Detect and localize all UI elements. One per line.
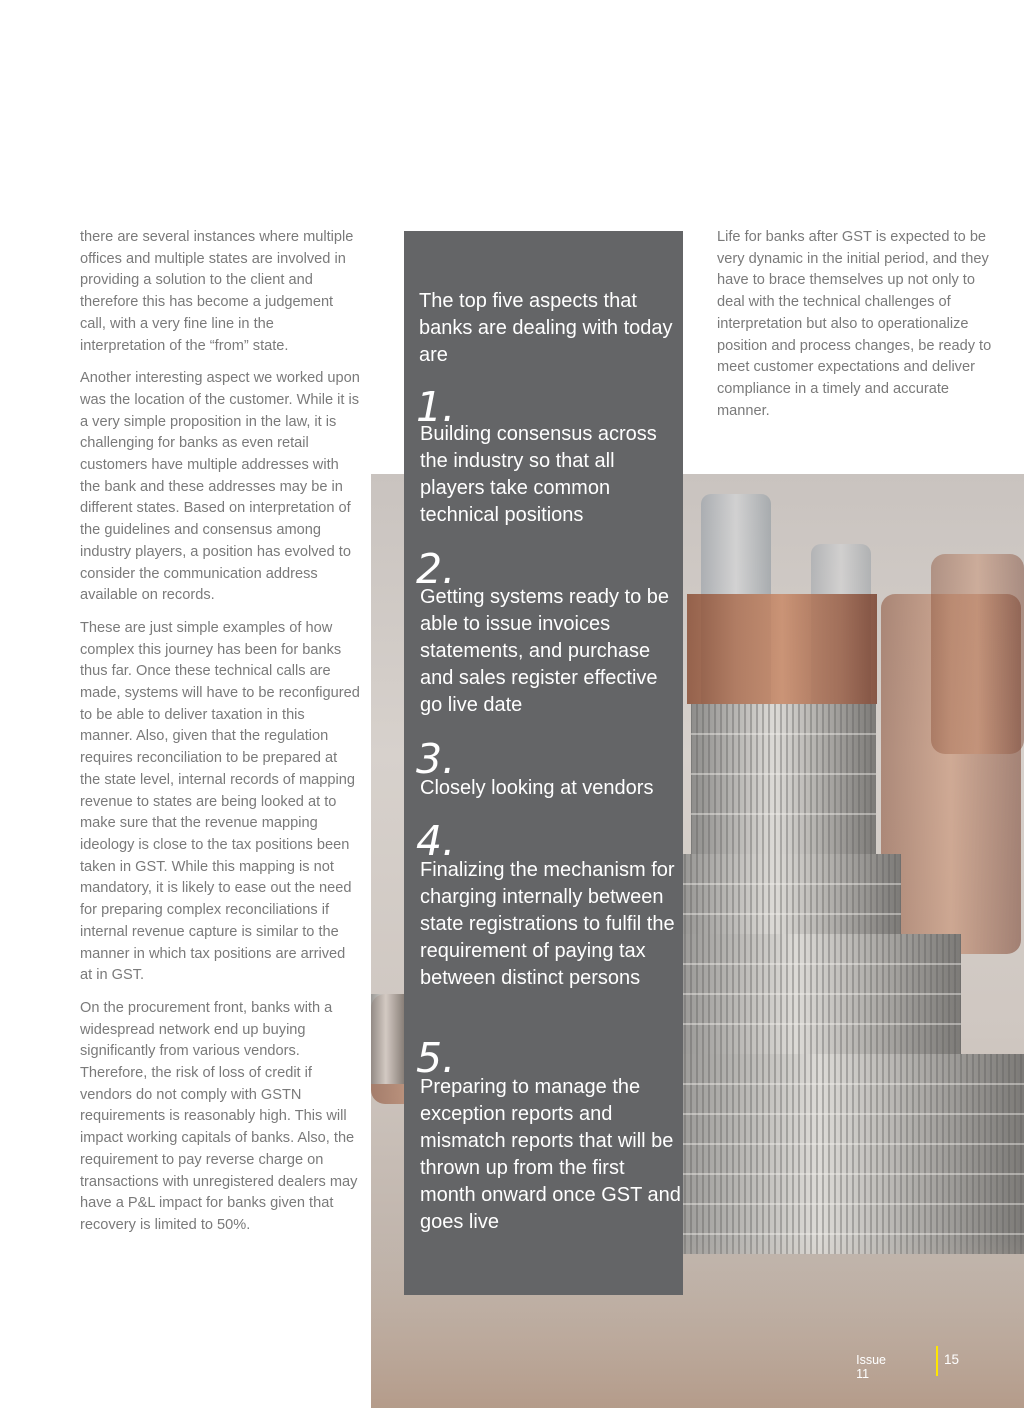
item-number: 4. — [416, 817, 456, 865]
paragraph: Life for banks after GST is expected to be very dynamic in the initial period, and they have to brace themselves up not only to deal with the technical challenges of interpretation but also to operationalize position and process changes, be ready to meet customer expectations and deliver compliance in a timely and accurate manner. — [717, 229, 992, 419]
left-text-column — [80, 227, 360, 1248]
issue-label: Issue 11 — [856, 1353, 886, 1381]
item-number: 2. — [416, 545, 456, 593]
callout-heading: The top five aspects that banks are dealing with today are — [419, 290, 673, 366]
item-number: 1. — [416, 383, 456, 431]
paragraph: On the procurement front, banks with a widespread network end up buying significantly from various vendors. Therefore, the risk of loss of credit if vendors do not comply with GSTN requirements is reasonably high. This will impact working capitals of banks. Also, the requirement to pay reverse charge on transactions with unregistered dealers may have a P&L impact for banks given that recovery is limited to 50%. — [80, 999, 358, 1233]
right-text-column — [717, 227, 997, 422]
paragraph: Another interesting aspect we worked upon was the location of the customer. While it is a very simple proposition in the law, it is challenging for banks as even retail customers have multiple addresses with the bank and these addresses may be in different states. Based on interpretation of the guidelines and consensus among industry players, a position has evolved to consider the communication address available on records. — [80, 370, 360, 604]
callout-item-text: Getting systems ready to be able to issue invoices statements, and purchase and sales register effective go live date — [420, 586, 670, 716]
callout-item-text: Closely looking at vendors — [420, 777, 654, 799]
page-number: 15 — [944, 1352, 960, 1367]
callout-item-text: Building consensus across the industry so that all players take common technical positions — [420, 423, 657, 526]
paragraph: there are several instances where multiple offices and multiple states are involved in providing a solution to the client and therefore this has become a judgement call, with a very fine line in the interpretation of the “from” state. — [80, 229, 354, 354]
top-five-callout-panel — [404, 231, 683, 1295]
item-number: 3. — [416, 735, 456, 783]
footer-divider — [936, 1346, 938, 1376]
callout-item-text: Finalizing the mechanism for charging internally between state registrations to fulfil the requirement of paying tax between distinct persons — [420, 859, 675, 989]
paragraph: These are just simple examples of how complex this journey has been for banks thus far. Once these technical calls are made, systems will have to be reconfigured to be able to deliver taxation in this manner. Also, given that the regulation requires reconciliation to be prepared at the state level, internal records of mapping revenue to states are being looked at to make sure that the revenue mapping ideology is close to the tax positions been taken in GST. While this mapping is not mandatory, it is likely to ease out the need for preparing complex reconciliations if internal revenue capture is similar to the manner in which tax positions are arrived at in GST. — [80, 619, 360, 984]
item-number: 5. — [416, 1034, 456, 1082]
page-footer — [856, 1346, 970, 1381]
callout-item-text: Preparing to manage the exception reports and mismatch reports that will be thrown up from the first month onward once GST and goes live — [420, 1076, 681, 1233]
